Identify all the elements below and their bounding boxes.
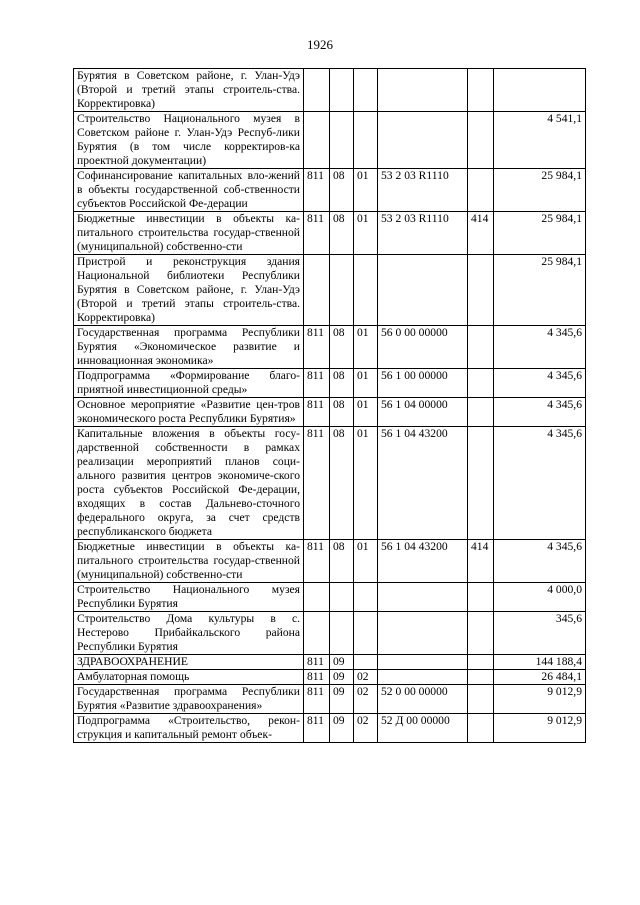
table-row: [74, 612, 586, 655]
row-rz-cell: 08: [330, 540, 354, 583]
row-amount-cell: 4 345,6: [494, 540, 586, 583]
row-amount-cell: 4 345,6: [494, 398, 586, 427]
row-pr-cell: [354, 655, 378, 670]
row-rz-cell: [330, 612, 354, 655]
row-pr-cell: 01: [354, 540, 378, 583]
row-amount-cell: 4 345,6: [494, 369, 586, 398]
row-pr-cell: [354, 69, 378, 112]
row-vr-cell: [468, 326, 494, 369]
row-name-cell: Основное мероприятие «Развитие цен-тров экономического роста Республики Бурятия»: [74, 398, 304, 427]
table-row: [74, 670, 586, 685]
row-gr-cell: 811: [304, 427, 330, 540]
row-pr-cell: 01: [354, 398, 378, 427]
row-amount-cell: [494, 69, 586, 112]
row-csr-cell: [378, 112, 468, 169]
row-pr-cell: 02: [354, 714, 378, 743]
row-rz-cell: [330, 69, 354, 112]
page-number: 1926: [307, 37, 333, 52]
row-gr-cell: [304, 255, 330, 326]
row-name-cell: ЗДРАВООХРАНЕНИЕ: [74, 655, 304, 670]
table-row: [74, 326, 586, 369]
row-rz-cell: 08: [330, 326, 354, 369]
row-vr-cell: [468, 612, 494, 655]
row-amount-cell: 345,6: [494, 612, 586, 655]
row-csr-cell: 56 1 00 00000: [378, 369, 468, 398]
row-vr-cell: [468, 670, 494, 685]
row-amount-cell: 4 541,1: [494, 112, 586, 169]
row-amount-cell: 4 345,6: [494, 427, 586, 540]
row-name-cell: Бюджетные инвестиции в объекты ка-питального строительства государ-ственной (муниципальной) собственно-сти: [74, 540, 304, 583]
row-rz-cell: 08: [330, 212, 354, 255]
row-csr-cell: [378, 670, 468, 685]
row-gr-cell: 811: [304, 369, 330, 398]
row-pr-cell: 01: [354, 212, 378, 255]
row-vr-cell: [468, 398, 494, 427]
row-pr-cell: 01: [354, 427, 378, 540]
row-vr-cell: [468, 369, 494, 398]
row-gr-cell: [304, 112, 330, 169]
row-csr-cell: 56 0 00 00000: [378, 326, 468, 369]
row-pr-cell: [354, 112, 378, 169]
row-vr-cell: [468, 583, 494, 612]
row-rz-cell: [330, 255, 354, 326]
row-name-cell: Бюджетные инвестиции в объекты ка-питального строительства государ-ственной (муниципальной) собственно-сти: [74, 212, 304, 255]
row-amount-cell: 9 012,9: [494, 685, 586, 714]
row-pr-cell: [354, 583, 378, 612]
row-gr-cell: 811: [304, 169, 330, 212]
row-gr-cell: 811: [304, 540, 330, 583]
row-amount-cell: 25 984,1: [494, 169, 586, 212]
table-row: [74, 685, 586, 714]
table-row: [74, 714, 586, 743]
row-name-cell: Пристрой и реконструкция здания Национальной библиотеки Республики Бурятия в Советском районе, г. Улан-Удэ (Второй и третий этапы строитель-ства. Корректировка): [74, 255, 304, 326]
row-vr-cell: 414: [468, 212, 494, 255]
row-vr-cell: 414: [468, 540, 494, 583]
table-row: [74, 369, 586, 398]
row-csr-cell: 52 0 00 00000: [378, 685, 468, 714]
row-amount-cell: 25 984,1: [494, 255, 586, 326]
row-gr-cell: 811: [304, 685, 330, 714]
row-gr-cell: 811: [304, 714, 330, 743]
row-rz-cell: 08: [330, 169, 354, 212]
row-vr-cell: [468, 714, 494, 743]
table-row: [74, 583, 586, 612]
row-csr-cell: 56 1 04 43200: [378, 427, 468, 540]
row-pr-cell: 01: [354, 326, 378, 369]
row-rz-cell: [330, 583, 354, 612]
row-amount-cell: 4 000,0: [494, 583, 586, 612]
row-pr-cell: 02: [354, 685, 378, 714]
row-vr-cell: [468, 112, 494, 169]
row-vr-cell: [468, 169, 494, 212]
row-name-cell: Софинансирование капитальных вло-жений в объекты государственной соб-ственности субъектов Российской Фе-дерации: [74, 169, 304, 212]
table-row: [74, 398, 586, 427]
row-csr-cell: 56 1 04 43200: [378, 540, 468, 583]
row-gr-cell: [304, 612, 330, 655]
row-gr-cell: 811: [304, 670, 330, 685]
table-row: [74, 169, 586, 212]
row-amount-cell: 26 484,1: [494, 670, 586, 685]
row-rz-cell: 09: [330, 685, 354, 714]
row-gr-cell: 811: [304, 212, 330, 255]
row-gr-cell: 811: [304, 398, 330, 427]
row-name-cell: Амбулаторная помощь: [74, 670, 304, 685]
row-rz-cell: [330, 112, 354, 169]
row-csr-cell: 52 Д 00 00000: [378, 714, 468, 743]
row-csr-cell: [378, 583, 468, 612]
row-name-cell: Строительство Национального музея в Советском районе г. Улан-Удэ Респуб-лики Бурятия (в том числе корректиров-ка проектной документации): [74, 112, 304, 169]
budget-table-body: [74, 69, 586, 743]
row-pr-cell: 02: [354, 670, 378, 685]
row-vr-cell: [468, 255, 494, 326]
table-row: [74, 427, 586, 540]
table-row: [74, 212, 586, 255]
row-gr-cell: [304, 583, 330, 612]
row-gr-cell: [304, 69, 330, 112]
row-csr-cell: 53 2 03 R1110: [378, 212, 468, 255]
row-csr-cell: [378, 655, 468, 670]
row-name-cell: Строительство Национального музея Республики Бурятия: [74, 583, 304, 612]
row-rz-cell: 08: [330, 427, 354, 540]
row-name-cell: Бурятия в Советском районе, г. Улан-Удэ (Второй и третий этапы строитель-ства. Корректировка): [74, 69, 304, 112]
table-row: [74, 112, 586, 169]
table-row: [74, 255, 586, 326]
row-vr-cell: [468, 69, 494, 112]
row-csr-cell: 53 2 03 R1110: [378, 169, 468, 212]
row-csr-cell: [378, 612, 468, 655]
row-name-cell: Строительство Дома культуры в с. Нестерово Прибайкальского района Республики Бурятия: [74, 612, 304, 655]
row-pr-cell: 01: [354, 369, 378, 398]
row-name-cell: Государственная программа Республики Бурятия «Экономическое развитие и инновационная экономика»: [74, 326, 304, 369]
budget-table: [73, 68, 586, 743]
row-name-cell: Подпрограмма «Строительство, рекон-струкция и капитальный ремонт объек-: [74, 714, 304, 743]
row-rz-cell: 09: [330, 714, 354, 743]
row-pr-cell: [354, 255, 378, 326]
row-vr-cell: [468, 685, 494, 714]
row-name-cell: Подпрограмма «Формирование благо-приятной инвестиционной среды»: [74, 369, 304, 398]
row-name-cell: Капитальные вложения в объекты госу-дарственной собственности в рамках реализации мероприятий планов соци-ального развития центров экономиче-ского роста субъектов Российской Фе-дерации, входящих в состав Дальнево-сточного федерального округа, за счет средств республиканского бюджета: [74, 427, 304, 540]
row-vr-cell: [468, 427, 494, 540]
row-rz-cell: 08: [330, 398, 354, 427]
row-amount-cell: 25 984,1: [494, 212, 586, 255]
row-csr-cell: [378, 69, 468, 112]
row-amount-cell: 9 012,9: [494, 714, 586, 743]
row-rz-cell: 09: [330, 670, 354, 685]
row-rz-cell: 08: [330, 369, 354, 398]
table-row: [74, 655, 586, 670]
row-gr-cell: 811: [304, 655, 330, 670]
row-csr-cell: [378, 255, 468, 326]
table-row: [74, 540, 586, 583]
row-name-cell: Государственная программа Республики Бурятия «Развитие здравоохранения»: [74, 685, 304, 714]
row-pr-cell: 01: [354, 169, 378, 212]
row-rz-cell: 09: [330, 655, 354, 670]
row-amount-cell: 144 188,4: [494, 655, 586, 670]
row-gr-cell: 811: [304, 326, 330, 369]
row-vr-cell: [468, 655, 494, 670]
row-csr-cell: 56 1 04 00000: [378, 398, 468, 427]
table-row: [74, 69, 586, 112]
row-amount-cell: 4 345,6: [494, 326, 586, 369]
row-pr-cell: [354, 612, 378, 655]
